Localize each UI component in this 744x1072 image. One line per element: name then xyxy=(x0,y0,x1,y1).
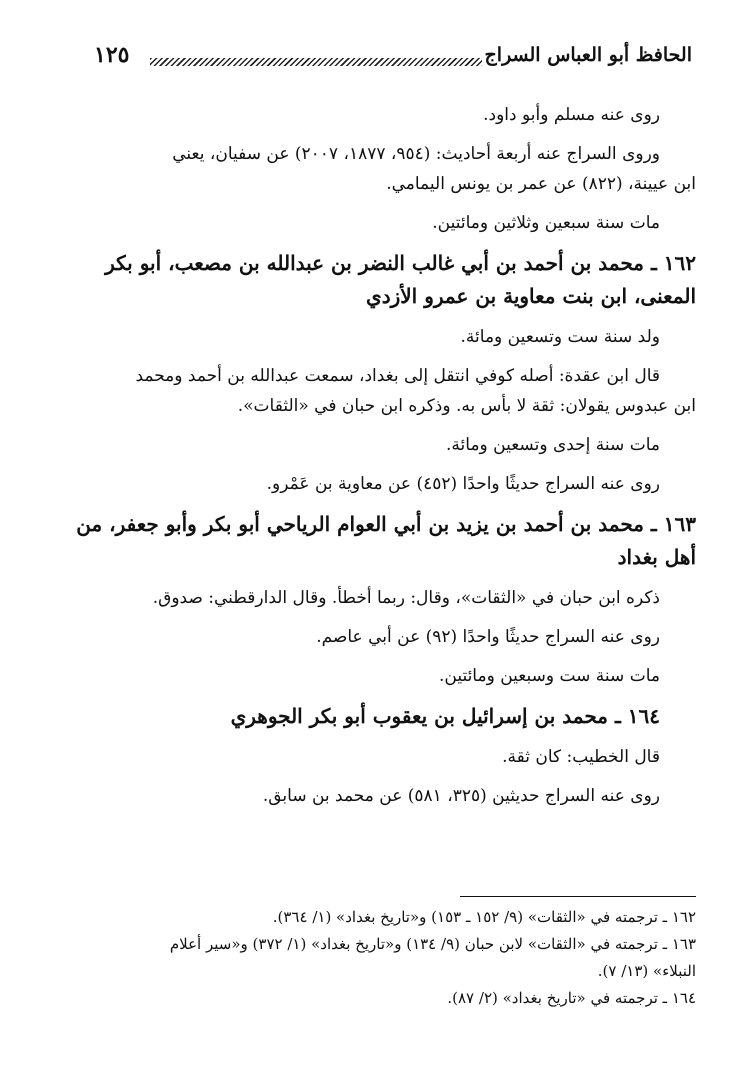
entry-heading: ١٦٢ ـ محمد بن أحمد بن أبي غالب النضر بن عبدالله بن مصعب، أبو بكر xyxy=(105,251,696,275)
text-line: ابن عيينة، (٨٢٢) عن عمر بن يونس اليمامي. xyxy=(386,174,696,194)
page-number: ١٢٥ xyxy=(94,42,130,68)
text-line: ذكره ابن حبان في «الثقات»، وقال: ربما أخطأ. وقال الدارقطني: صدوق. xyxy=(152,588,660,608)
entry-heading: ١٦٣ ـ محمد بن أحمد بن يزيد بن أبي العوام الرياحي أبو بكر وأبو جعفر، من xyxy=(76,512,696,536)
text-line: ابن عبدوس يقولان: ثقة لا بأس به. وذكره ابن حبان في «الثقات». xyxy=(237,396,696,416)
text-line: روى عنه السراج حديثًا واحدًا (٩٢) عن أبي عاصم. xyxy=(316,627,660,647)
header-decorative-rule xyxy=(150,58,482,66)
footnote-rule xyxy=(460,896,696,897)
page-body xyxy=(66,100,696,811)
text-line: مات سنة سبعين وثلاثين ومائتين. xyxy=(432,213,660,233)
text-line: روى عنه السراج حديثًا واحدًا (٤٥٢) عن معاوية بن عَمْرو. xyxy=(266,474,660,494)
entry-heading: أهل بغداد xyxy=(617,545,696,569)
text-line: مات سنة ست وسبعين ومائتين. xyxy=(438,666,660,686)
footnote-line: ١٦٢ ـ ترجمته في «الثقات» (٩/ ١٥٢ ـ ١٥٣) و«تاريخ بغداد» (١/ ٣٦٤). xyxy=(272,908,696,926)
text-line: روى عنه مسلم وأبو داود. xyxy=(483,105,660,125)
text-line: مات سنة إحدى وتسعين ومائة. xyxy=(446,435,660,455)
footnotes xyxy=(66,896,696,1012)
page-header xyxy=(80,42,692,78)
running-title: الحافظ أبو العباس السراج xyxy=(484,44,692,66)
text-line: قال الخطيب: كان ثقة. xyxy=(502,747,660,767)
entry-heading: ١٦٤ ـ محمد بن إسرائيل بن يعقوب أبو بكر الجوهري xyxy=(230,704,660,728)
entry-heading: المعنى، ابن بنت معاوية بن عمرو الأزدي xyxy=(366,284,696,308)
text-line: قال ابن عقدة: أصله كوفي انتقل إلى بغداد، سمعت عبدالله بن أحمد ومحمد xyxy=(135,366,660,386)
text-line: روى عنه السراج حديثين (٣٢٥، ٥٨١) عن محمد بن سابق. xyxy=(262,786,660,806)
text-line: وروى السراج عنه أربعة أحاديث: (٩٥٤، ١٨٧٧، ٢٠٠٧) عن سفيان، يعني xyxy=(172,144,660,164)
footnote-line: النبلاء» (١٣/ ٧). xyxy=(597,962,696,980)
footnote-line: ١٦٤ ـ ترجمته في «تاريخ بغداد» (٢/ ٨٧). xyxy=(447,989,696,1007)
footnote-line: ١٦٣ ـ ترجمته في «الثقات» لابن حبان (٩/ ١٣٤) و«تاريخ بغداد» (١/ ٣٧٢) و«سير أعلام xyxy=(169,935,696,953)
text-line: ولد سنة ست وتسعين ومائة. xyxy=(460,327,660,347)
